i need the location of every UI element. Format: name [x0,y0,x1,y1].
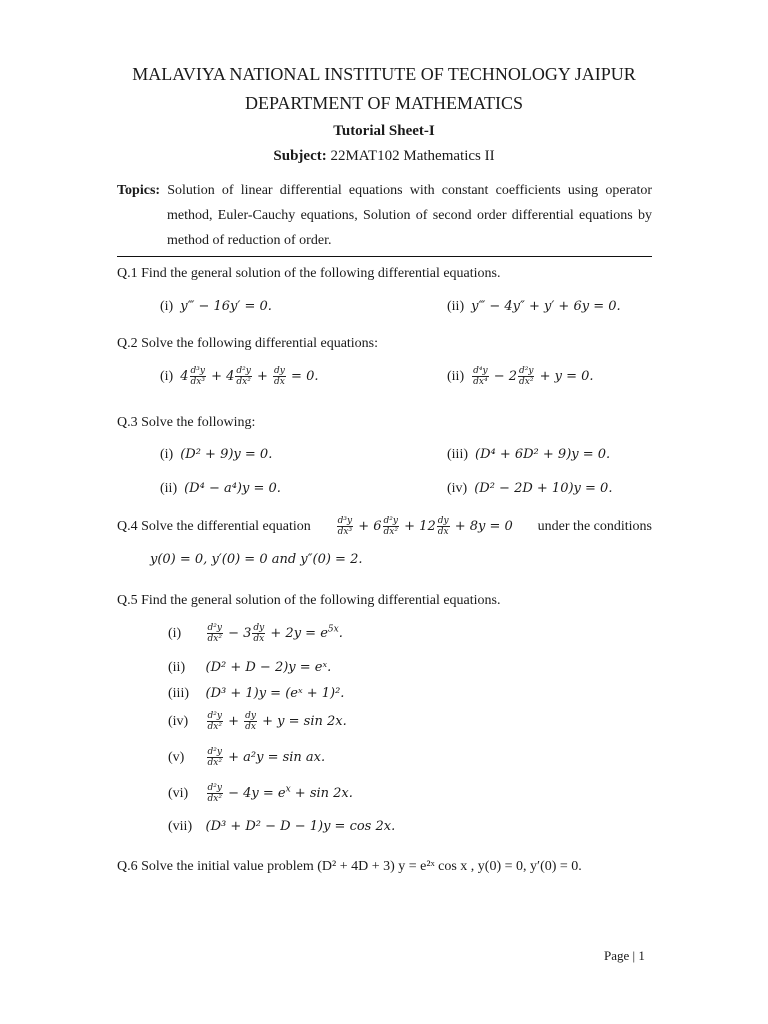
q3-ii-label: (ii) [160,481,178,496]
q5-vi-equation: $\frac{\text{d²y}}{\text{dx²}}$ − $4y = e^x + \sin 2x$. [207,783,353,804]
q4-pre-text: Q.4 Solve the differential equation [117,518,311,534]
sheet-title: Tutorial Sheet-I [333,123,435,139]
department-title: DEPARTMENT OF MATHEMATICS [245,93,523,113]
q5-part-v [168,747,325,768]
q1-ii-equation: y‴ − 4y″ + y′ + 6y = 0. [471,299,621,314]
topics-line-1: Solution of linear differential equations with constant coefficients using operator [167,183,652,198]
q5-ii-equation: (D² + D − 2)y = eˣ. [205,660,332,675]
q3-part-ii [160,481,281,497]
q5-part-vii [168,819,395,835]
q5-iii-label: (iii) [168,686,189,701]
q2-part-ii [447,366,594,387]
q5-v-label: (v) [168,750,185,765]
q5-part-iv [168,711,347,732]
q4-post-text: under the conditions [537,518,652,534]
q5-ii-label: (ii) [168,660,186,675]
q5-part-iii [168,686,344,702]
q3-part-iii [447,447,610,463]
q2-part-i [160,366,318,387]
subject-label: Subject: [273,148,327,164]
q3-text: Q.3 Solve the following: [117,415,256,430]
q5-vi-label: (vi) [168,786,189,801]
q4-line-1 [117,516,652,537]
q2-text: Q.2 Solve the following differential equations: [117,336,379,351]
q2-ii-label: (ii) [447,369,465,384]
q4-conditions: y(0) = 0, y′(0) = 0 and y″(0) = 2. [150,552,363,567]
q2-i-label: (i) [160,369,174,384]
q3-part-iv [447,481,612,497]
q2-ii-equation: $\frac{\text{d⁴y}}{\text{dx⁴}}$ − 2 $\frac{\text{d²y}}{\text{dx²}}$ + y = 0. [473,366,594,387]
q3-iv-label: (iv) [447,481,468,496]
q1-i-equation: y‴ − 16y′ = 0. [180,299,272,314]
q5-text: Q.5 Find the general solution of the following differential equations. [117,593,501,608]
q5-i-label: (i) [168,626,182,641]
subject-value: 22MAT102 Mathematics II [330,148,495,164]
q6-text: Q.6 Solve the initial value problem (D² + 4D + 3) y = e²ˣ cos x , y(0) = 0, y′(0) = 0. [117,859,582,874]
q2-i-equation: 4 $\frac{\text{d³y}}{\text{dx³}}$ + 4 $\frac{\text{d²y}}{\text{dx²}}$ + $\frac{dy}{dx}$ = 0. [180,366,319,387]
q3-iii-label: (iii) [447,447,468,462]
q5-vii-label: (vii) [168,819,193,834]
q5-iii-equation: (D³ + 1)y = (eˣ + 1)². [205,686,345,701]
q5-part-ii [168,660,331,676]
q5-iv-label: (iv) [168,714,189,729]
q1-i-label: (i) [160,299,174,314]
institute-title: MALAVIYA NATIONAL INSTITUTE OF TECHNOLOGY JAIPUR [132,64,636,84]
q1-part-i [160,299,272,315]
q3-i-equation: (D² + 9)y = 0. [180,447,273,462]
topics-line-2: method, Euler-Cauchy equations, Solution of second order differential equations by [167,208,652,223]
topics-line-3: method of reduction of order. [167,233,332,248]
q5-i-equation: $\frac{\text{d²y}}{\text{dx²}}$ − 3 $\frac{dy}{dx}$ + $2y = e^{5x}$. [207,623,343,644]
q5-part-i [168,623,343,644]
q1-ii-label: (ii) [447,299,465,314]
q1-text: Q.1 Find the general solution of the following differential equations. [117,266,501,281]
subject-line [0,148,768,165]
q1-part-ii [447,299,621,315]
q3-part-i [160,447,272,463]
q5-vii-equation: (D³ + D² − D − 1)y = cos 2x. [205,819,396,834]
q3-i-label: (i) [160,447,174,462]
q5-iv-equation: $\frac{\text{d²y}}{\text{dx²}}$ + $\frac{dy}{dx}$ + y = sin 2x. [207,711,347,732]
divider [117,256,652,257]
q3-iii-equation: (D⁴ + 6D² + 9)y = 0. [475,447,611,462]
topics-block [117,178,652,253]
q3-ii-equation: (D⁴ − a⁴)y = 0. [184,481,281,496]
q5-v-equation: $\frac{\text{d²y}}{\text{dx²}}$ + a²y = sin ax. [207,747,326,768]
topics-label: Topics: [117,183,161,198]
q4-equation: $\frac{\text{d³y}}{\text{dx³}}$ + 6 $\frac{\text{d²y}}{\text{dx²}}$ + 12 $\frac{dy}{dx}$ + 8y = 0 [337,516,513,537]
q3-iv-equation: (D² − 2D + 10)y = 0. [474,481,613,496]
page-number: Page | 1 [604,948,645,963]
q5-part-vi [168,783,353,804]
